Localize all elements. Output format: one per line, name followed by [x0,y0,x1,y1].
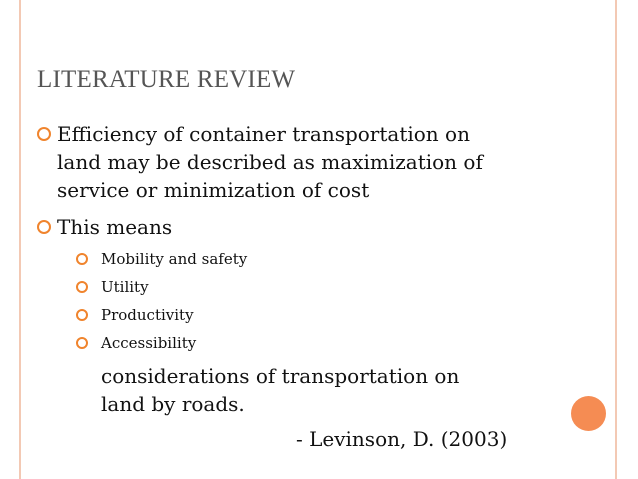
considerations-line: land by roads. [101,392,245,416]
sub-bullet-text: Productivity [101,306,194,324]
left-rule-line [19,0,21,479]
bullet-line: service or minimization of cost [57,178,370,202]
ring-bullet-icon [37,127,51,141]
sub-bullet-text: Mobility and safety [101,250,248,268]
bullet-text: This means [57,215,173,239]
bullet-line: Efficiency of container transportation on [57,122,470,146]
sub-bullet-productivity [76,304,476,330]
sub-bullet-text: Accessibility [101,334,197,352]
slide-title: LITERATURE REVIEW [37,66,296,93]
bullet-text [57,120,577,204]
right-rule-line [615,0,617,479]
sub-bullet-accessibility [76,332,476,358]
ring-bullet-icon [76,253,88,265]
ring-bullet-icon [76,281,88,293]
ring-bullet-icon [76,337,88,349]
bullet-line: land may be described as maximization of [57,150,483,174]
citation: - Levinson, D. (2003) [296,427,508,451]
ring-bullet-icon [37,220,51,234]
accent-circle [571,396,606,431]
bullet-this-means [37,213,577,241]
sub-bullet-utility [76,276,476,302]
sub-bullet-mobility [76,248,476,274]
ring-bullet-icon [76,309,88,321]
considerations-text [101,362,459,418]
sub-bullet-text: Utility [101,278,149,296]
bullet-efficiency [37,120,577,204]
considerations-line: considerations of transportation on [101,364,460,388]
